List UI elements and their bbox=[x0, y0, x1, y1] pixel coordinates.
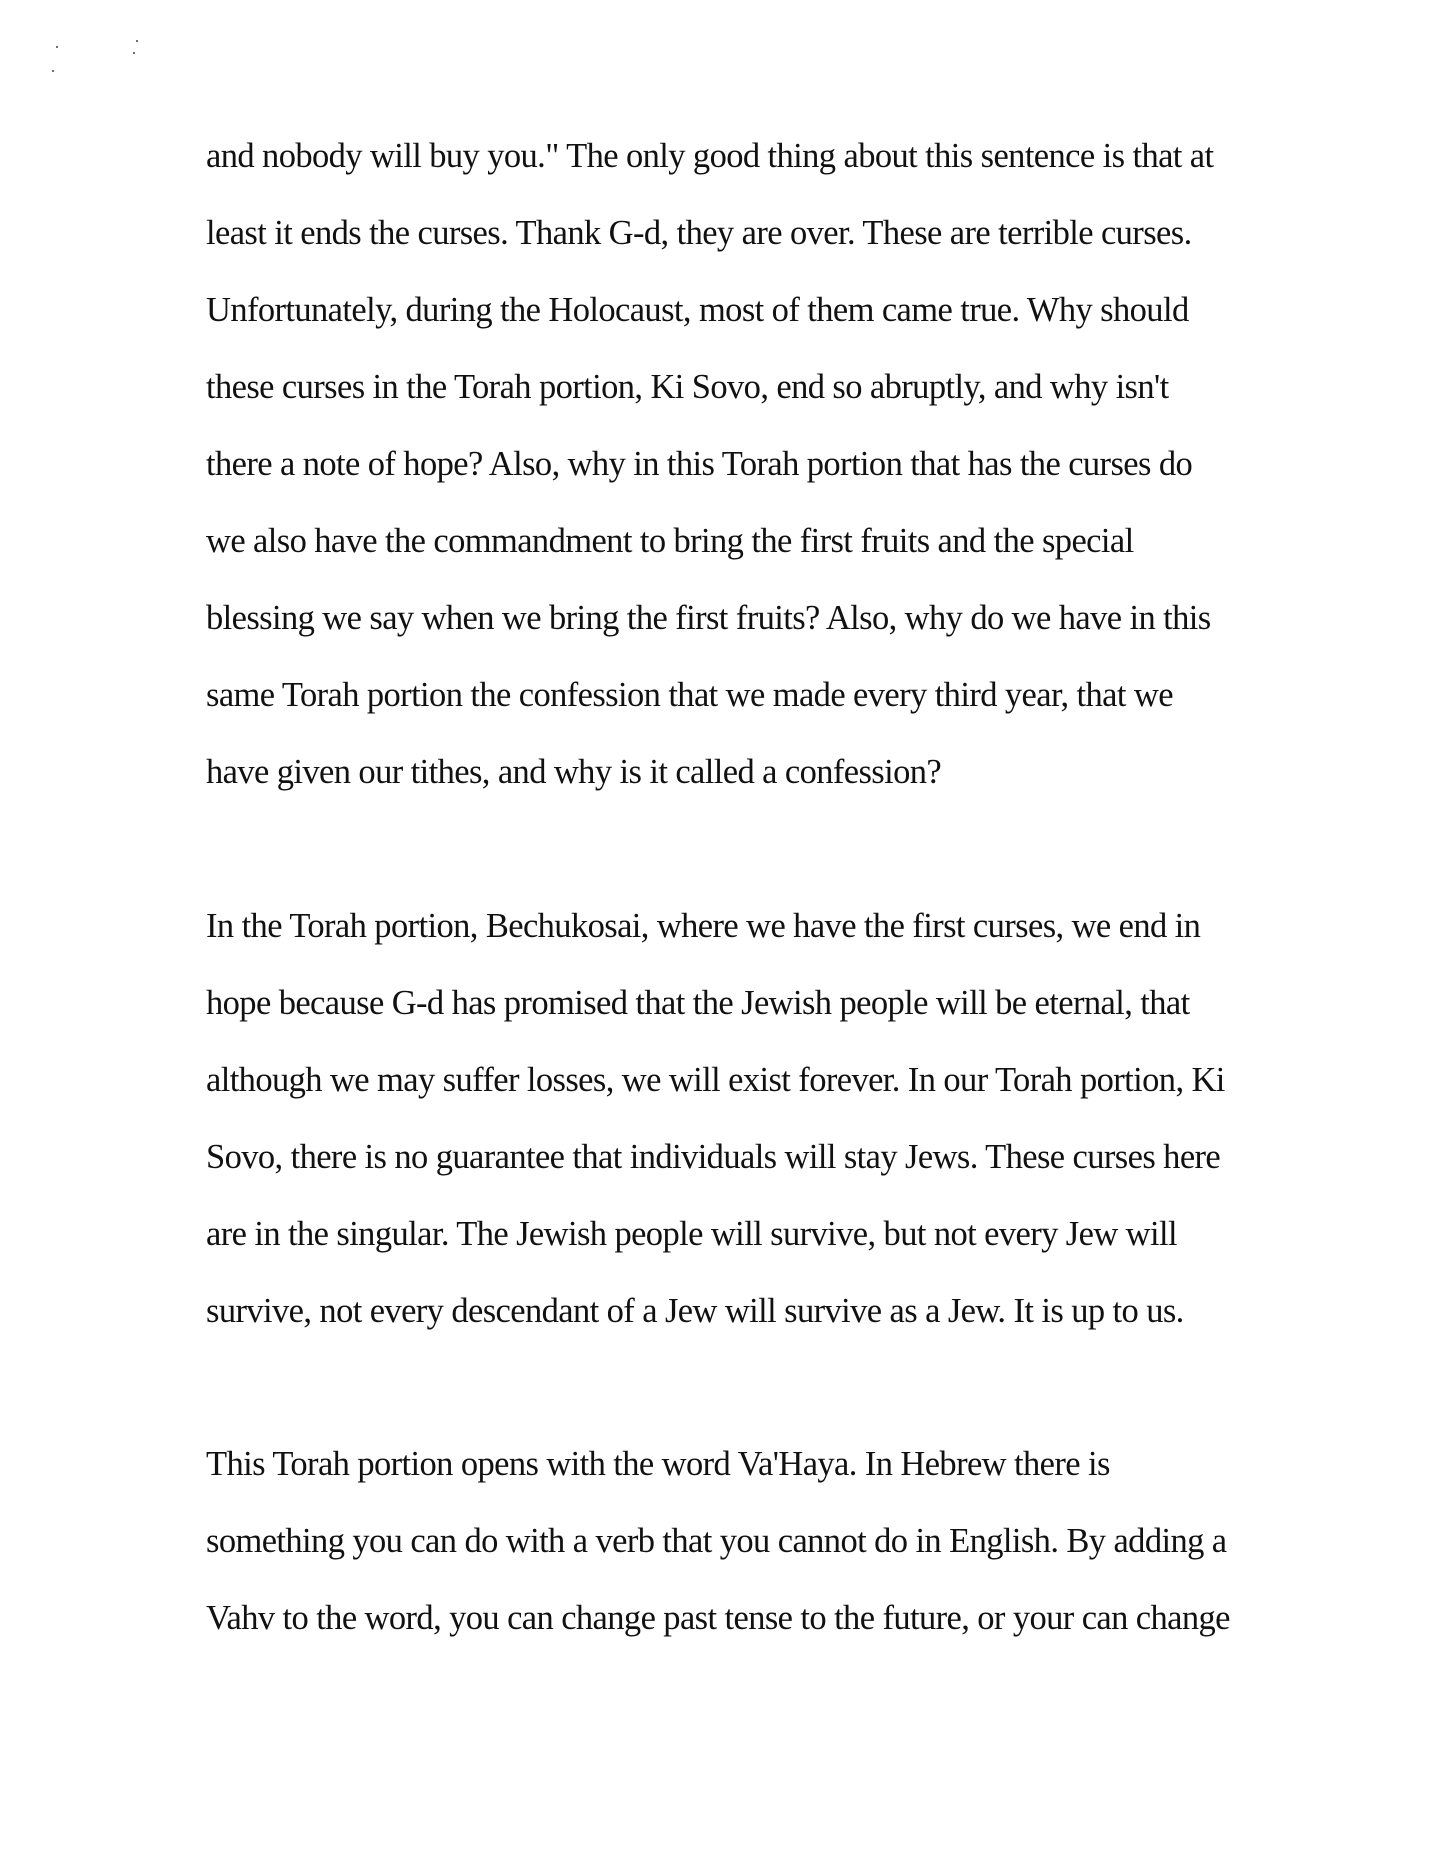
paragraph-1-line-8: same Torah portion the confession that we made every third year, that we bbox=[206, 676, 1173, 714]
paragraph-2-line-1: In the Torah portion, Bechukosai, where we have the first curses, we end in bbox=[206, 907, 1201, 945]
scan-speck bbox=[56, 46, 58, 48]
paragraph-2-line-4: Sovo, there is no guarantee that individuals will stay Jews. These curses here bbox=[206, 1138, 1221, 1176]
paragraph-3-line-1: This Torah portion opens with the word Va'Haya. In Hebrew there is bbox=[206, 1445, 1110, 1483]
paragraph-1-line-1: and nobody will buy you." The only good thing about this sentence is that at bbox=[206, 137, 1214, 175]
paragraph-1-line-7: blessing we say when we bring the first fruits? Also, why do we have in this bbox=[206, 599, 1211, 637]
paragraph-1-line-2: least it ends the curses. Thank G-d, they are over. These are terrible curses. bbox=[206, 214, 1192, 252]
paragraph-1-line-6: we also have the commandment to bring the first fruits and the special bbox=[206, 522, 1134, 560]
paragraph-1-line-3: Unfortunately, during the Holocaust, most of them came true. Why should bbox=[206, 291, 1189, 329]
paragraph-2-line-3: although we may suffer losses, we will exist forever. In our Torah portion, Ki bbox=[206, 1061, 1225, 1099]
paragraph-1-line-4: these curses in the Torah portion, Ki Sovo, end so abruptly, and why isn't bbox=[206, 368, 1169, 406]
paragraph-3-line-3: Vahv to the word, you can change past tense to the future, or your can change bbox=[206, 1599, 1230, 1637]
scan-speck bbox=[52, 70, 54, 72]
paragraph-1-line-9: have given our tithes, and why is it called a confession? bbox=[206, 753, 942, 791]
paragraph-2-line-2: hope because G-d has promised that the Jewish people will be eternal, that bbox=[206, 984, 1190, 1022]
paragraph-2-line-5: are in the singular. The Jewish people will survive, but not every Jew will bbox=[206, 1215, 1177, 1253]
paragraph-1-line-5: there a note of hope? Also, why in this Torah portion that has the curses do bbox=[206, 445, 1193, 483]
scan-speck bbox=[136, 40, 138, 42]
paragraph-2-line-6: survive, not every descendant of a Jew will survive as a Jew. It is up to us. bbox=[206, 1292, 1184, 1330]
scan-speck bbox=[133, 52, 135, 54]
paragraph-3-line-2: something you can do with a verb that you cannot do in English. By adding a bbox=[206, 1522, 1227, 1560]
